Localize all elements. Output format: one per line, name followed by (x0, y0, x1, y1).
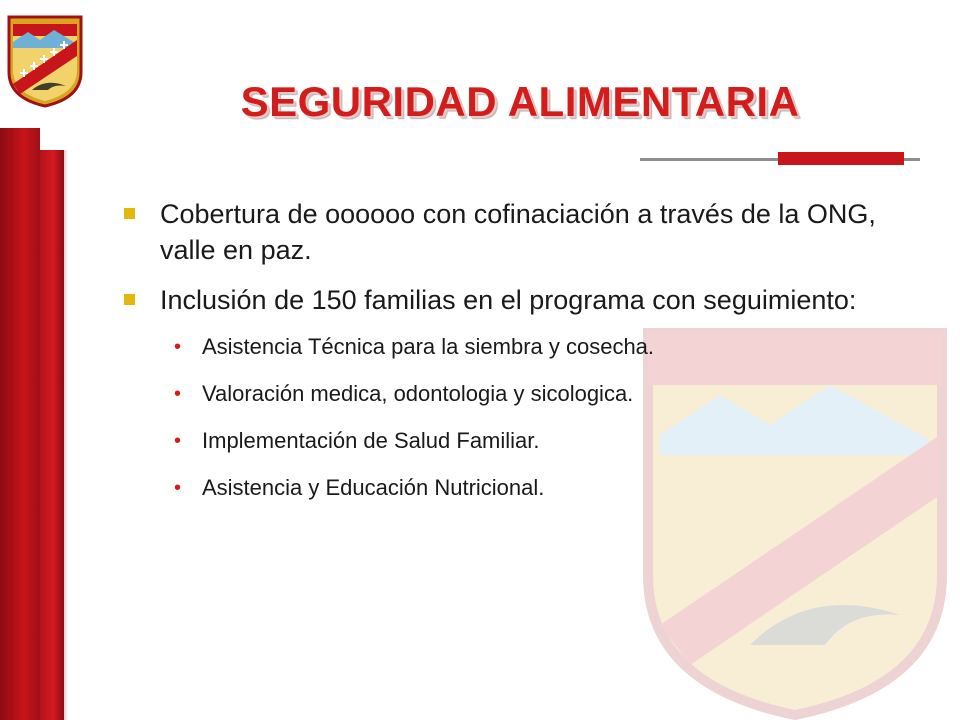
sub-bullet-text: Asistencia y Educación Nutricional. (202, 475, 545, 500)
bullet-text: Inclusión de 150 familias en el programa con seguimiento: (160, 285, 857, 315)
sub-bullet-item (124, 332, 924, 362)
left-bar-shadow (64, 150, 68, 720)
sub-bullet-item (124, 473, 924, 503)
square-bullet-icon (124, 294, 135, 305)
dot-bullet-icon: • (174, 430, 182, 452)
bullet-item (124, 196, 924, 268)
sub-bullet-text: Implementación de Salud Familiar. (202, 428, 540, 453)
left-decorative-bar-inner (40, 150, 64, 720)
municipal-shield-icon (6, 14, 84, 108)
title-underline-red (778, 152, 904, 165)
sub-bullet-text: Valoración medica, odontologia y sicologica. (202, 381, 634, 406)
page-title: SEGURIDAD ALIMENTARIA (240, 78, 800, 125)
sub-bullet-text: Asistencia Técnica para la siembra y cosecha. (202, 334, 655, 359)
dot-bullet-icon: • (174, 336, 182, 358)
content-area (124, 196, 924, 520)
sub-bullet-item (124, 379, 924, 409)
bullet-text: Cobertura de oooooo con cofinaciación a través de la ONG, valle en paz. (160, 199, 876, 265)
sub-bullet-item (124, 426, 924, 456)
square-bullet-icon (124, 208, 135, 219)
bullet-item (124, 282, 924, 318)
dot-bullet-icon: • (174, 383, 182, 405)
left-decorative-bar (0, 128, 40, 720)
dot-bullet-icon: • (174, 477, 182, 499)
